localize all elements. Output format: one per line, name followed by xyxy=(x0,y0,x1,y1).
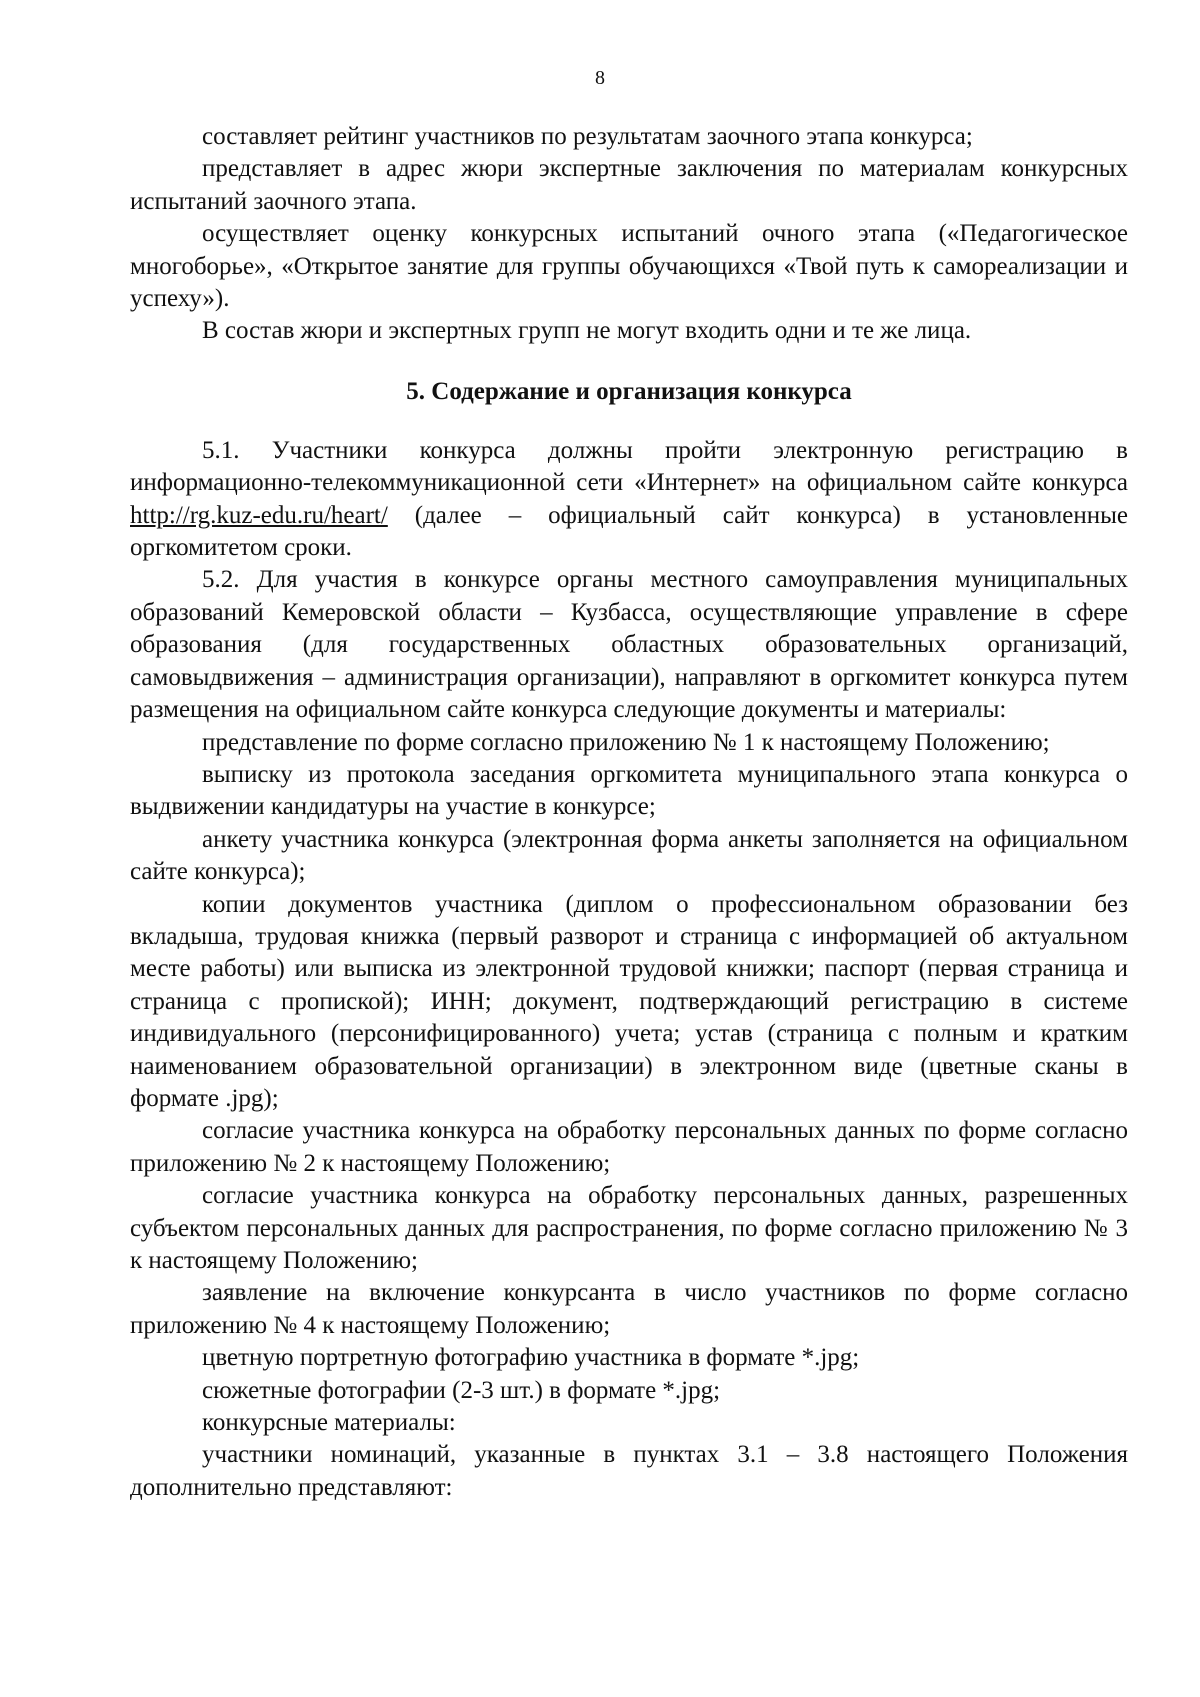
paragraph-5-1-text-start: 5.1. Участники конкурса должны пройти электронную регистрацию в информационно-телекоммуникационной сети «Интернет» на официальном сайте конкурса xyxy=(130,436,1128,497)
paragraph-5-1-text-end: (далее – официальный сайт конкурса) в установленные оргкомитетом сроки. xyxy=(130,501,1128,562)
list-item-questionnaire: анкету участника конкурса (электронная форма анкеты заполняется на официальном сайте конкурса); xyxy=(130,825,1128,886)
page-number: 8 xyxy=(595,67,605,89)
paragraph-5-2: 5.2. Для участия в конкурсе органы местного самоуправления муниципальных образований Кемеровской области – Кузбасса, осуществляющие управление в сфере образования (для государственных областных образовательных организаций, самовыдвижения – администрация организации), направляют в оргкомитет конкурса путем размещения на официальном сайте конкурса следующие документы и материалы: xyxy=(130,566,1128,724)
document-body xyxy=(130,121,1128,1504)
list-item-story-photos: сюжетные фотографии (2-3 шт.) в формате *.jpg; xyxy=(202,1376,721,1404)
list-item-application: заявление на включение конкурсанта в число участников по форме согласно приложению № 4 к настоящему Положению; xyxy=(130,1279,1128,1339)
paragraph-assessment: осуществляет оценку конкурсных испытаний очного этапа («Педагогическое многоборье», «Открытое занятие для группы обучающихся «Твой путь к самореализации и успеху»). xyxy=(130,220,1128,313)
paragraph-rating: составляет рейтинг участников по результатам заочного этапа конкурса; xyxy=(202,123,973,150)
list-item-submission: представление по форме согласно приложению № 1 к настоящему Положению; xyxy=(202,728,1050,756)
list-item-contest-materials: конкурсные материалы: xyxy=(202,1409,456,1437)
list-item-portrait-photo: цветную портретную фотографию участника в формате *.jpg; xyxy=(202,1344,860,1372)
list-item-consent-personal-data: согласие участника конкурса на обработку персональных данных по форме согласно приложению № 2 к настоящему Положению; xyxy=(130,1117,1128,1177)
official-site-link[interactable]: http://rg.kuz-edu.ru/heart/ xyxy=(130,501,388,529)
list-item-protocol-extract: выписку из протокола заседания оргкомитета муниципального этапа конкурса о выдвижении кандидатуры на участие в конкурсе; xyxy=(130,760,1128,821)
paragraph-expert-conclusions: представляет в адрес жюри экспертные заключения по материалам конкурсных испытаний заочного этапа. xyxy=(130,155,1128,215)
list-item-consent-distribution: согласие участника конкурса на обработку персональных данных, разрешенных субъектом персональных данных для распространения, по форме согласно приложению № 3 к настоящему Положению; xyxy=(130,1182,1128,1274)
paragraph-jury-composition: В состав жюри и экспертных групп не могут входить одни и те же лица. xyxy=(202,317,972,345)
paragraph-5-1 xyxy=(130,435,1128,565)
section-heading: 5. Содержание и организация конкурса xyxy=(406,377,852,405)
list-item-document-copies: копии документов участника (диплом о профессиональном образовании без вкладыша, трудовая книжка (первый разворот и страница с информацией об актуальном месте работы) или выписка из электронной трудовой книжки; паспорт (первая страница и страница с пропиской); ИНН; документ, подтверждающий регистрацию в системе индивидуального (персонифицированного) учета; устав (страница с полным и кратким наименованием образовательной организации) в электронном виде (цветные сканы в формате .jpg); xyxy=(130,890,1128,1112)
list-item-nominations: участники номинаций, указанные в пунктах 3.1 – 3.8 настоящего Положения дополнительно представляют: xyxy=(130,1441,1128,1501)
